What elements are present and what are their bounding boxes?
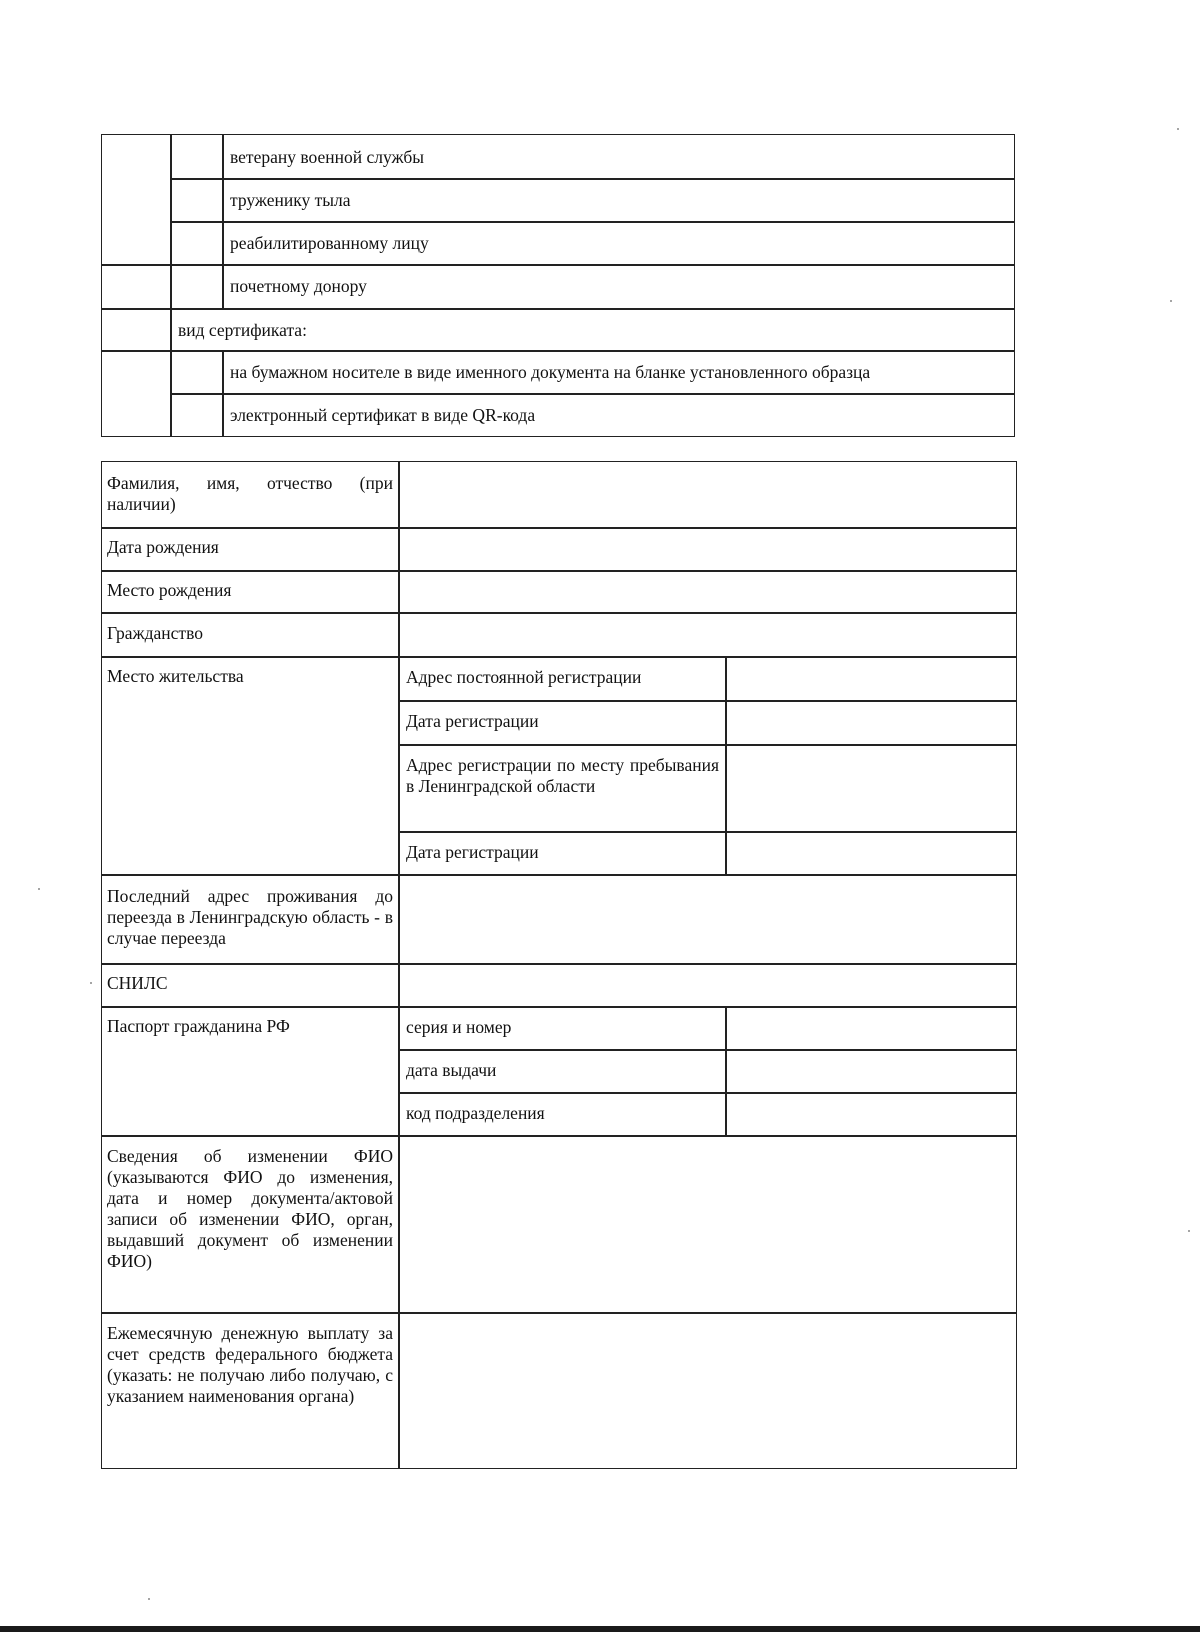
option-honorary-donor: почетному донору bbox=[230, 276, 367, 296]
label-residence: Место жительства bbox=[107, 666, 244, 686]
field-monthly-payment[interactable] bbox=[400, 1314, 1015, 1467]
checkbox-home-front-worker[interactable] bbox=[172, 180, 220, 220]
field-registration-date[interactable] bbox=[727, 702, 1015, 743]
field-permanent-address[interactable] bbox=[727, 658, 1015, 699]
label-birth-place: Место рождения bbox=[107, 580, 232, 600]
option-rehabilitated: реабилитированному лицу bbox=[230, 233, 429, 253]
field-birth-place[interactable] bbox=[400, 572, 1015, 611]
field-full-name[interactable] bbox=[400, 463, 1015, 526]
field-passport-series-number[interactable] bbox=[727, 1008, 1015, 1048]
label-permanent-address: Адрес постоянной регистрации bbox=[406, 667, 642, 687]
scan-speck bbox=[90, 982, 92, 984]
scan-speck bbox=[38, 888, 40, 890]
label-passport-division-code: код подразделения bbox=[406, 1103, 545, 1123]
scan-bottom-edge bbox=[0, 1626, 1200, 1632]
table1-col-line bbox=[222, 134, 224, 308]
label-last-address: Последний адрес проживания до переезда в Ленинградскую область - в случае переезда bbox=[107, 886, 393, 948]
scan-speck bbox=[1170, 300, 1172, 302]
label-registration-date-temp: Дата регистрации bbox=[406, 842, 539, 862]
label-passport-issue-date: дата выдачи bbox=[406, 1060, 497, 1080]
table1-row-line bbox=[170, 178, 1015, 180]
option-paper-certificate: на бумажном носителе в виде именного документа на бланке установленного образца bbox=[230, 362, 871, 382]
table1-col-line bbox=[222, 350, 224, 437]
label-full-name: Фамилия, имя, отчество (при наличии) bbox=[107, 473, 393, 514]
option-veteran-military: ветерану военной службы bbox=[230, 147, 424, 167]
field-passport-division-code[interactable] bbox=[727, 1094, 1015, 1134]
checkbox-paper-certificate[interactable] bbox=[172, 352, 220, 392]
checkbox-honorary-donor[interactable] bbox=[172, 266, 220, 307]
label-passport: Паспорт гражданина РФ bbox=[107, 1016, 290, 1036]
label-citizenship: Гражданство bbox=[107, 623, 203, 643]
table1-row-line bbox=[101, 350, 1015, 352]
field-snils[interactable] bbox=[400, 965, 1015, 1005]
certificate-type-label: вид сертификата: bbox=[178, 320, 307, 340]
label-registration-date: Дата регистрации bbox=[406, 711, 539, 731]
label-birth-date: Дата рождения bbox=[107, 537, 219, 557]
checkbox-veteran-military[interactable] bbox=[172, 136, 220, 177]
label-name-change: Сведения об изменении ФИО (указываются ФИО до изменения, дата и номер документа/актовой записи об изменении ФИО, орган, выдавший документ об изменении ФИО) bbox=[107, 1146, 393, 1271]
scan-speck bbox=[148, 1598, 150, 1600]
table1-row-line bbox=[101, 264, 1015, 266]
table1-row-line bbox=[170, 393, 1015, 395]
field-last-address[interactable] bbox=[400, 876, 1015, 962]
field-passport-issue-date[interactable] bbox=[727, 1051, 1015, 1091]
scan-speck bbox=[1188, 1230, 1190, 1232]
checkbox-rehabilitated[interactable] bbox=[172, 223, 220, 263]
field-birth-date[interactable] bbox=[400, 529, 1015, 569]
table1-row-line bbox=[101, 308, 1015, 310]
option-electronic-certificate: электронный сертификат в виде QR-кода bbox=[230, 405, 536, 425]
field-temporary-address[interactable] bbox=[727, 746, 1015, 830]
label-passport-series-number: серия и номер bbox=[406, 1017, 512, 1037]
field-citizenship[interactable] bbox=[400, 614, 1015, 655]
label-temporary-address: Адрес регистрации по месту пребывания в Ленинградской области bbox=[406, 755, 719, 796]
field-registration-date-temp[interactable] bbox=[727, 833, 1015, 873]
option-home-front-worker: труженику тыла bbox=[230, 190, 351, 210]
checkbox-electronic-certificate[interactable] bbox=[172, 395, 220, 435]
label-snils: СНИЛС bbox=[107, 973, 168, 993]
table1-row-line bbox=[170, 221, 1015, 223]
scan-speck bbox=[1177, 128, 1179, 130]
label-monthly-payment: Ежемесячную денежную выплату за счет средств федерального бюджета (указать: не получаю либо получаю, с указанием наименования органа) bbox=[107, 1323, 393, 1406]
field-name-change[interactable] bbox=[400, 1137, 1015, 1311]
